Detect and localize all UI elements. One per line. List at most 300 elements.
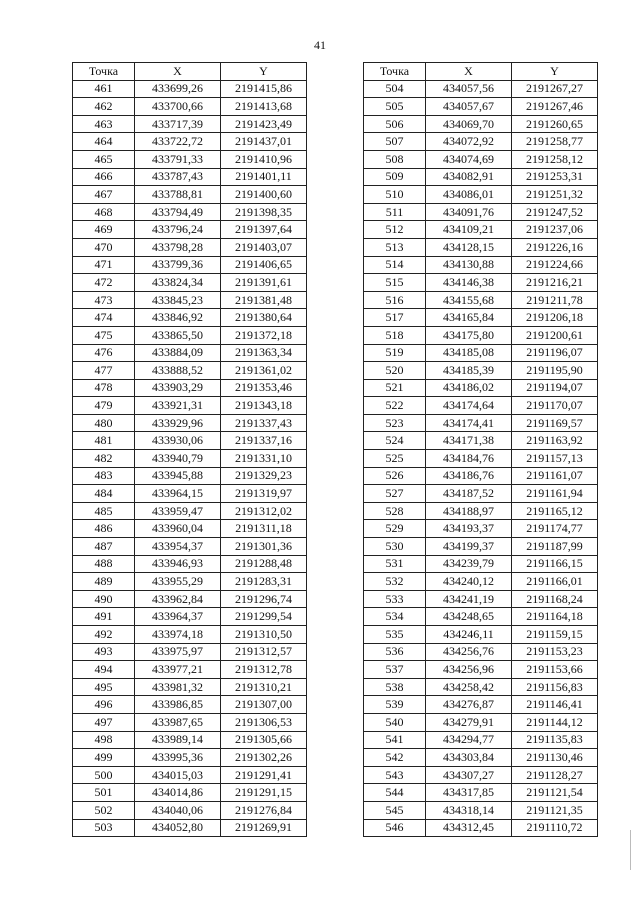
table-row [364, 502, 598, 520]
y-cell: 2191216,21 [512, 274, 598, 292]
point-cell: 476 [73, 344, 135, 362]
table-row [73, 749, 307, 767]
x-cell: 433791,33 [135, 150, 221, 168]
y-cell: 2191159,15 [512, 626, 598, 644]
table-row [73, 819, 307, 837]
y-cell: 2191251,32 [512, 186, 598, 204]
table-row [73, 538, 307, 556]
point-cell: 470 [73, 238, 135, 256]
x-cell: 433945,88 [135, 467, 221, 485]
x-cell: 433824,34 [135, 274, 221, 292]
table-row [364, 150, 598, 168]
y-cell: 2191237,06 [512, 221, 598, 239]
y-cell: 2191337,16 [221, 432, 307, 450]
table-row [364, 98, 598, 116]
table-row [364, 168, 598, 186]
point-cell: 501 [73, 784, 135, 802]
point-cell: 526 [364, 467, 426, 485]
table-row [364, 590, 598, 608]
y-cell: 2191163,92 [512, 432, 598, 450]
point-cell: 517 [364, 309, 426, 327]
x-cell: 434186,76 [426, 467, 512, 485]
y-cell: 2191312,78 [221, 661, 307, 679]
header-x: X [426, 63, 512, 81]
y-cell: 2191211,78 [512, 291, 598, 309]
x-cell: 433722,72 [135, 133, 221, 151]
table-row [73, 678, 307, 696]
point-cell: 473 [73, 291, 135, 309]
page-number: 41 [314, 38, 326, 52]
x-cell: 434086,01 [426, 186, 512, 204]
y-cell: 2191401,11 [221, 168, 307, 186]
x-cell: 433974,18 [135, 626, 221, 644]
table-row [73, 186, 307, 204]
x-cell: 434175,80 [426, 326, 512, 344]
x-cell: 433959,47 [135, 502, 221, 520]
x-cell: 433929,96 [135, 414, 221, 432]
table-row [364, 274, 598, 292]
table-body-right [364, 80, 598, 837]
table-row [364, 678, 598, 696]
point-cell: 463 [73, 115, 135, 133]
table-row [364, 608, 598, 626]
table-row [73, 362, 307, 380]
point-cell: 492 [73, 626, 135, 644]
point-cell: 498 [73, 731, 135, 749]
table-row [73, 696, 307, 714]
y-cell: 2191301,36 [221, 538, 307, 556]
x-cell: 434128,15 [426, 238, 512, 256]
table-row [364, 432, 598, 450]
point-cell: 482 [73, 450, 135, 468]
y-cell: 2191403,07 [221, 238, 307, 256]
point-cell: 541 [364, 731, 426, 749]
table-header-row [364, 63, 598, 81]
x-cell: 433846,92 [135, 309, 221, 327]
table-row [73, 766, 307, 784]
table-row [364, 326, 598, 344]
x-cell: 434146,38 [426, 274, 512, 292]
point-cell: 542 [364, 749, 426, 767]
x-cell: 434185,39 [426, 362, 512, 380]
x-cell: 433787,43 [135, 168, 221, 186]
table-row [73, 784, 307, 802]
table-row [364, 467, 598, 485]
x-cell: 434091,76 [426, 203, 512, 221]
x-cell: 433845,23 [135, 291, 221, 309]
table-body-left [73, 80, 307, 837]
table-row [364, 309, 598, 327]
table-row [364, 801, 598, 819]
table-header-row [73, 63, 307, 81]
y-cell: 2191415,86 [221, 80, 307, 98]
table-row [73, 502, 307, 520]
x-cell: 434241,19 [426, 590, 512, 608]
y-cell: 2191398,35 [221, 203, 307, 221]
x-cell: 434294,77 [426, 731, 512, 749]
table-row [73, 643, 307, 661]
y-cell: 2191206,18 [512, 309, 598, 327]
table-row [364, 414, 598, 432]
point-cell: 527 [364, 485, 426, 503]
y-cell: 2191302,26 [221, 749, 307, 767]
y-cell: 2191331,10 [221, 450, 307, 468]
y-cell: 2191166,01 [512, 573, 598, 591]
y-cell: 2191406,65 [221, 256, 307, 274]
point-cell: 474 [73, 309, 135, 327]
x-cell: 433964,15 [135, 485, 221, 503]
x-cell: 433986,85 [135, 696, 221, 714]
point-cell: 502 [73, 801, 135, 819]
y-cell: 2191291,15 [221, 784, 307, 802]
y-cell: 2191310,21 [221, 678, 307, 696]
y-cell: 2191329,23 [221, 467, 307, 485]
x-cell: 433888,52 [135, 362, 221, 380]
y-cell: 2191196,07 [512, 344, 598, 362]
y-cell: 2191156,83 [512, 678, 598, 696]
point-cell: 509 [364, 168, 426, 186]
y-cell: 2191194,07 [512, 379, 598, 397]
table-row [73, 485, 307, 503]
point-cell: 545 [364, 801, 426, 819]
point-cell: 513 [364, 238, 426, 256]
y-cell: 2191200,61 [512, 326, 598, 344]
y-cell: 2191224,66 [512, 256, 598, 274]
x-cell: 433960,04 [135, 520, 221, 538]
y-cell: 2191157,13 [512, 450, 598, 468]
x-cell: 434155,68 [426, 291, 512, 309]
x-cell: 434307,27 [426, 766, 512, 784]
point-cell: 539 [364, 696, 426, 714]
y-cell: 2191258,77 [512, 133, 598, 151]
y-cell: 2191437,01 [221, 133, 307, 151]
x-cell: 434174,41 [426, 414, 512, 432]
point-cell: 510 [364, 186, 426, 204]
table-row [364, 133, 598, 151]
point-cell: 518 [364, 326, 426, 344]
y-cell: 2191307,00 [221, 696, 307, 714]
table-row [73, 432, 307, 450]
point-cell: 530 [364, 538, 426, 556]
table-row [73, 414, 307, 432]
y-cell: 2191269,91 [221, 819, 307, 837]
table-row [73, 80, 307, 98]
y-cell: 2191110,72 [512, 819, 598, 837]
x-cell: 433794,49 [135, 203, 221, 221]
point-cell: 544 [364, 784, 426, 802]
point-cell: 507 [364, 133, 426, 151]
point-cell: 546 [364, 819, 426, 837]
table-row [73, 221, 307, 239]
y-cell: 2191299,54 [221, 608, 307, 626]
y-cell: 2191310,50 [221, 626, 307, 644]
point-cell: 484 [73, 485, 135, 503]
point-cell: 536 [364, 643, 426, 661]
point-cell: 504 [364, 80, 426, 98]
x-cell: 433975,97 [135, 643, 221, 661]
point-cell: 487 [73, 538, 135, 556]
point-cell: 511 [364, 203, 426, 221]
y-cell: 2191161,07 [512, 467, 598, 485]
table-row [73, 150, 307, 168]
y-cell: 2191258,12 [512, 150, 598, 168]
x-cell: 433955,29 [135, 573, 221, 591]
point-cell: 466 [73, 168, 135, 186]
point-cell: 532 [364, 573, 426, 591]
x-cell: 434199,37 [426, 538, 512, 556]
x-cell: 434279,91 [426, 713, 512, 731]
x-cell: 434072,92 [426, 133, 512, 151]
y-cell: 2191312,57 [221, 643, 307, 661]
x-cell: 434109,21 [426, 221, 512, 239]
table-row [364, 80, 598, 98]
y-cell: 2191166,15 [512, 555, 598, 573]
x-cell: 433964,37 [135, 608, 221, 626]
x-cell: 434246,11 [426, 626, 512, 644]
x-cell: 433796,24 [135, 221, 221, 239]
y-cell: 2191174,77 [512, 520, 598, 538]
point-cell: 462 [73, 98, 135, 116]
y-cell: 2191296,74 [221, 590, 307, 608]
y-cell: 2191361,02 [221, 362, 307, 380]
table-row [73, 608, 307, 626]
y-cell: 2191121,54 [512, 784, 598, 802]
x-cell: 433954,37 [135, 538, 221, 556]
point-cell: 534 [364, 608, 426, 626]
y-cell: 2191247,52 [512, 203, 598, 221]
point-cell: 533 [364, 590, 426, 608]
table-row [364, 291, 598, 309]
y-cell: 2191195,90 [512, 362, 598, 380]
x-cell: 434082,91 [426, 168, 512, 186]
x-cell: 434057,67 [426, 98, 512, 116]
x-cell: 433903,29 [135, 379, 221, 397]
table-row [364, 520, 598, 538]
table-row [73, 309, 307, 327]
x-cell: 434258,42 [426, 678, 512, 696]
point-cell: 497 [73, 713, 135, 731]
point-cell: 469 [73, 221, 135, 239]
table-row [73, 450, 307, 468]
point-cell: 468 [73, 203, 135, 221]
point-cell: 523 [364, 414, 426, 432]
table-row [364, 643, 598, 661]
y-cell: 2191260,65 [512, 115, 598, 133]
y-cell: 2191312,02 [221, 502, 307, 520]
point-cell: 508 [364, 150, 426, 168]
point-cell: 505 [364, 98, 426, 116]
x-cell: 434248,65 [426, 608, 512, 626]
y-cell: 2191226,16 [512, 238, 598, 256]
x-cell: 434185,08 [426, 344, 512, 362]
table-row [73, 713, 307, 731]
y-cell: 2191391,61 [221, 274, 307, 292]
table-row [73, 133, 307, 151]
point-cell: 480 [73, 414, 135, 432]
table-row [364, 256, 598, 274]
table-row [364, 819, 598, 837]
x-cell: 434188,97 [426, 502, 512, 520]
table-row [364, 696, 598, 714]
point-cell: 483 [73, 467, 135, 485]
table-row [73, 573, 307, 591]
x-cell: 433977,21 [135, 661, 221, 679]
y-cell: 2191144,12 [512, 713, 598, 731]
table-row [364, 379, 598, 397]
table-row [73, 555, 307, 573]
x-cell: 433940,79 [135, 450, 221, 468]
scan-edge-mark [630, 830, 634, 870]
point-cell: 465 [73, 150, 135, 168]
table-row [364, 626, 598, 644]
x-cell: 434174,64 [426, 397, 512, 415]
point-cell: 488 [73, 555, 135, 573]
y-cell: 2191423,49 [221, 115, 307, 133]
y-cell: 2191121,35 [512, 801, 598, 819]
point-cell: 489 [73, 573, 135, 591]
y-cell: 2191353,46 [221, 379, 307, 397]
x-cell: 434239,79 [426, 555, 512, 573]
table-row [364, 661, 598, 679]
y-cell: 2191161,94 [512, 485, 598, 503]
x-cell: 434256,96 [426, 661, 512, 679]
table-row [73, 326, 307, 344]
x-cell: 433995,36 [135, 749, 221, 767]
x-cell: 433981,32 [135, 678, 221, 696]
y-cell: 2191168,24 [512, 590, 598, 608]
x-cell: 433788,81 [135, 186, 221, 204]
table-row [73, 274, 307, 292]
table-row [73, 661, 307, 679]
x-cell: 433799,36 [135, 256, 221, 274]
point-cell: 461 [73, 80, 135, 98]
x-cell: 433865,50 [135, 326, 221, 344]
y-cell: 2191305,66 [221, 731, 307, 749]
point-cell: 543 [364, 766, 426, 784]
x-cell: 433798,28 [135, 238, 221, 256]
y-cell: 2191291,41 [221, 766, 307, 784]
point-cell: 531 [364, 555, 426, 573]
point-cell: 537 [364, 661, 426, 679]
table-row [364, 221, 598, 239]
table-row [73, 238, 307, 256]
y-cell: 2191135,83 [512, 731, 598, 749]
x-cell: 434165,84 [426, 309, 512, 327]
table-row [73, 801, 307, 819]
point-cell: 538 [364, 678, 426, 696]
x-cell: 434057,56 [426, 80, 512, 98]
y-cell: 2191169,57 [512, 414, 598, 432]
y-cell: 2191372,18 [221, 326, 307, 344]
point-cell: 486 [73, 520, 135, 538]
y-cell: 2191397,64 [221, 221, 307, 239]
point-cell: 519 [364, 344, 426, 362]
table-row [73, 731, 307, 749]
x-cell: 433987,65 [135, 713, 221, 731]
point-cell: 467 [73, 186, 135, 204]
x-cell: 434276,87 [426, 696, 512, 714]
table-row [73, 397, 307, 415]
y-cell: 2191311,18 [221, 520, 307, 538]
y-cell: 2191319,97 [221, 485, 307, 503]
point-cell: 491 [73, 608, 135, 626]
x-cell: 433962,84 [135, 590, 221, 608]
table-row [73, 379, 307, 397]
table-row [364, 731, 598, 749]
x-cell: 433700,66 [135, 98, 221, 116]
point-cell: 500 [73, 766, 135, 784]
x-cell: 434015,03 [135, 766, 221, 784]
y-cell: 2191153,23 [512, 643, 598, 661]
table-row [73, 115, 307, 133]
y-cell: 2191337,43 [221, 414, 307, 432]
point-cell: 521 [364, 379, 426, 397]
point-cell: 464 [73, 133, 135, 151]
table-row [73, 590, 307, 608]
table-row [364, 203, 598, 221]
point-cell: 475 [73, 326, 135, 344]
point-cell: 512 [364, 221, 426, 239]
table-row [364, 186, 598, 204]
coordinates-table-right [363, 62, 598, 837]
point-cell: 525 [364, 450, 426, 468]
x-cell: 434069,70 [426, 115, 512, 133]
x-cell: 433989,14 [135, 731, 221, 749]
x-cell: 434186,02 [426, 379, 512, 397]
y-cell: 2191153,66 [512, 661, 598, 679]
y-cell: 2191267,27 [512, 80, 598, 98]
y-cell: 2191400,60 [221, 186, 307, 204]
point-cell: 514 [364, 256, 426, 274]
point-cell: 493 [73, 643, 135, 661]
point-cell: 471 [73, 256, 135, 274]
y-cell: 2191380,64 [221, 309, 307, 327]
point-cell: 535 [364, 626, 426, 644]
x-cell: 434318,14 [426, 801, 512, 819]
table-row [364, 555, 598, 573]
x-cell: 433946,93 [135, 555, 221, 573]
x-cell: 433930,06 [135, 432, 221, 450]
x-cell: 434317,85 [426, 784, 512, 802]
table-row [364, 766, 598, 784]
x-cell: 434184,76 [426, 450, 512, 468]
table-row [73, 168, 307, 186]
y-cell: 2191164,18 [512, 608, 598, 626]
table-row [364, 397, 598, 415]
point-cell: 506 [364, 115, 426, 133]
y-cell: 2191363,34 [221, 344, 307, 362]
point-cell: 481 [73, 432, 135, 450]
table-row [73, 291, 307, 309]
x-cell: 434040,06 [135, 801, 221, 819]
y-cell: 2191381,48 [221, 291, 307, 309]
table-row [73, 203, 307, 221]
x-cell: 434074,69 [426, 150, 512, 168]
x-cell: 433717,39 [135, 115, 221, 133]
x-cell: 434193,37 [426, 520, 512, 538]
point-cell: 516 [364, 291, 426, 309]
x-cell: 433884,09 [135, 344, 221, 362]
header-x: X [135, 63, 221, 81]
y-cell: 2191276,84 [221, 801, 307, 819]
table-row [364, 538, 598, 556]
table-row [364, 749, 598, 767]
y-cell: 2191410,96 [221, 150, 307, 168]
y-cell: 2191146,41 [512, 696, 598, 714]
point-cell: 496 [73, 696, 135, 714]
x-cell: 434171,38 [426, 432, 512, 450]
table-row [73, 98, 307, 116]
